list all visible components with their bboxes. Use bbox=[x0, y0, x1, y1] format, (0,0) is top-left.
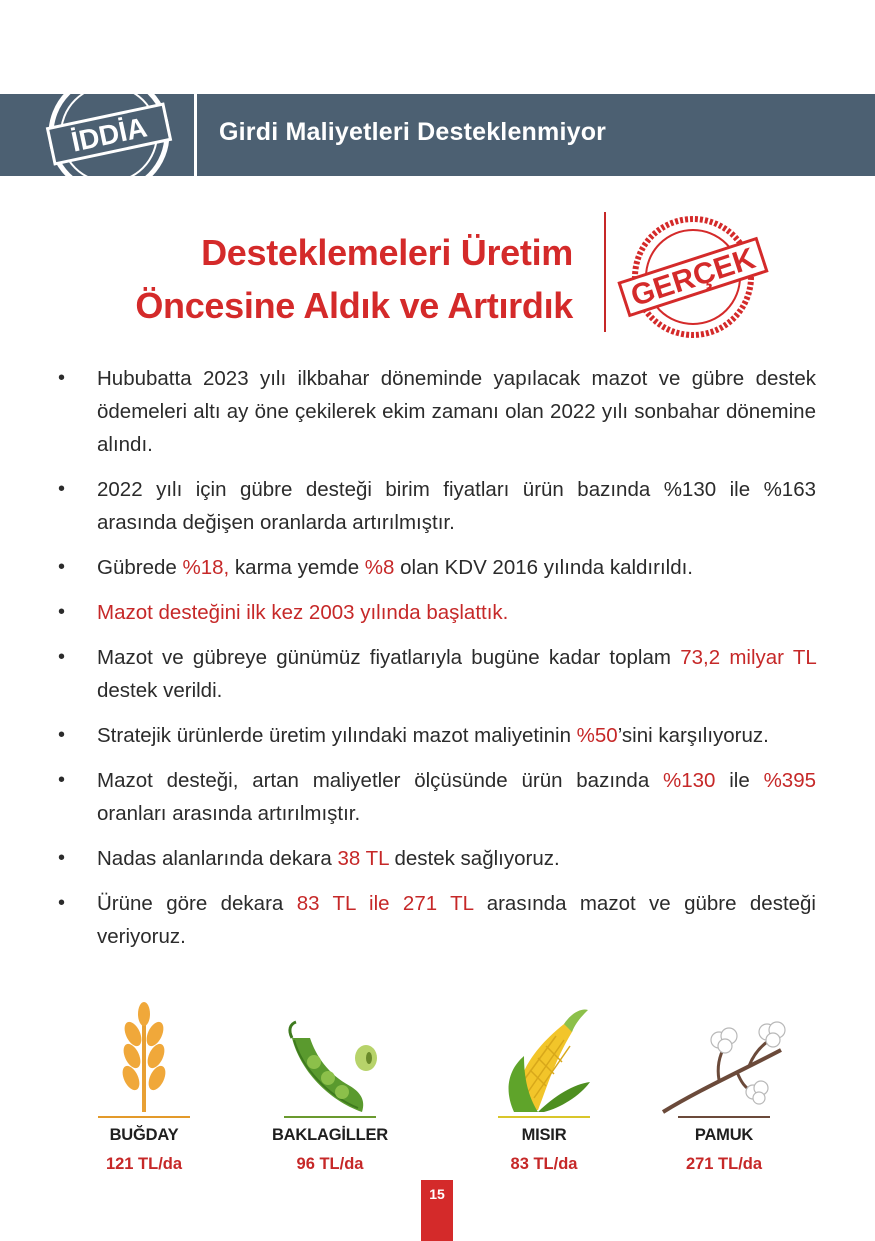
crop-price: 96 TL/da bbox=[296, 1155, 364, 1173]
list-item: • Hububatta 2023 yılı ilkbahar döneminde yapılacak mazot ve gübre destek ödemeleri altı ay öne çekilerek ekim zamanı olan 2022 yılı sonbahar dönemine alındı. bbox=[58, 367, 816, 456]
gercek-stamp-icon bbox=[617, 214, 769, 340]
list-item: • Ürüne göre dekara 83 TL ile 271 TL arasında mazot ve gübre desteği veriyoruz. bbox=[58, 892, 816, 948]
headline bbox=[135, 226, 573, 332]
crop-name: MISIR bbox=[521, 1126, 567, 1144]
list-item: • Nadas alanlarında dekara 38 TL destek sağlıyoruz. bbox=[58, 847, 560, 870]
crop-underline bbox=[498, 1116, 590, 1118]
list-item: • Mazot desteği, artan maliyetler ölçüsünde ürün bazında %130 ile %395 oranları arasında artırılmıştır. bbox=[58, 769, 816, 825]
bean-pod-icon bbox=[280, 1000, 380, 1116]
crop-corn bbox=[464, 1000, 624, 1174]
crop-underline bbox=[284, 1116, 376, 1118]
crop-wheat bbox=[64, 1000, 224, 1174]
wheat-icon bbox=[109, 1000, 179, 1116]
crop-cotton bbox=[644, 1000, 804, 1174]
crop-legumes bbox=[250, 1000, 410, 1174]
header-divider bbox=[194, 94, 197, 176]
crop-underline bbox=[98, 1116, 190, 1118]
iddia-stamp-label: İDDİA bbox=[68, 111, 150, 158]
page-title: Girdi Maliyetleri Desteklenmiyor bbox=[219, 118, 607, 146]
corn-icon bbox=[494, 1000, 594, 1116]
crop-name: BAKLAGİLLER bbox=[271, 1126, 389, 1144]
list-item: • Gübrede %18, karma yemde %8 olan KDV 2016 yılında kaldırıldı. bbox=[58, 556, 693, 579]
headline-line-2: Öncesine Aldık ve Artırdık bbox=[135, 285, 573, 326]
list-item: • Mazot desteğini ilk kez 2003 yılında başlattık. bbox=[58, 601, 509, 624]
gercek-stamp-label: GERÇEK bbox=[627, 241, 760, 314]
list-item: • Stratejik ürünlerde üretim yılındaki mazot maliyetinin %50’sini karşılıyoruz. bbox=[58, 724, 769, 747]
list-item: • Mazot ve gübreye günümüz fiyatlarıyla bugüne kadar toplam 73,2 milyar TL destek verildi. bbox=[58, 646, 817, 702]
crop-underline bbox=[678, 1116, 770, 1118]
crop-price: 121 TL/da bbox=[105, 1155, 183, 1173]
page-number: 15 bbox=[421, 1180, 453, 1241]
crop-name: BUĞDAY bbox=[109, 1126, 179, 1144]
crop-price: 83 TL/da bbox=[510, 1155, 578, 1173]
crop-name: PAMUK bbox=[694, 1126, 754, 1144]
bullet-list bbox=[58, 362, 816, 965]
list-item: • 2022 yılı için gübre desteği birim fiyatları ürün bazında %130 ile %163 arasında değişen oranlarda artırılmıştır. bbox=[58, 478, 816, 534]
cotton-branch-icon bbox=[649, 1000, 799, 1116]
iddia-stamp-icon bbox=[44, 72, 174, 196]
crop-price: 271 TL/da bbox=[685, 1155, 763, 1173]
headline-line-1: Desteklemeleri Üretim bbox=[201, 232, 573, 273]
headline-divider bbox=[604, 212, 606, 332]
